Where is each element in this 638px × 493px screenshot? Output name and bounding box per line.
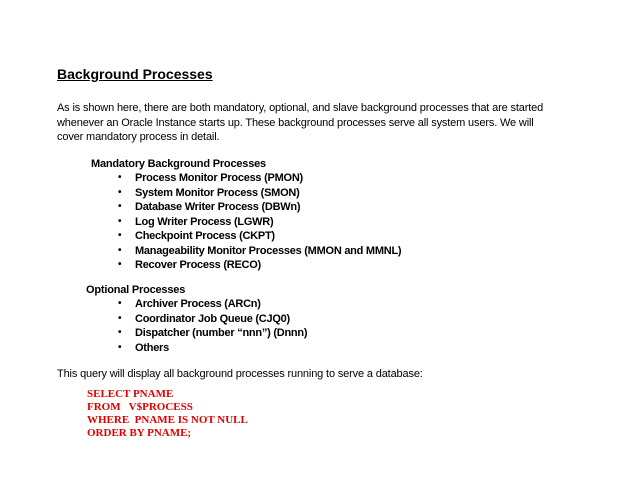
code-line: FROM V$PROCESS <box>87 400 193 413</box>
list-item <box>118 171 597 186</box>
document-page <box>57 66 597 440</box>
section-title: Background Processes <box>57 66 213 82</box>
bullet-icon: • <box>118 259 122 270</box>
list-item-label: System Monitor Process (SMON) <box>135 186 300 199</box>
bullet-icon: • <box>118 172 122 183</box>
list-item-label: Archiver Process (ARCn) <box>135 298 261 310</box>
list-item <box>118 200 597 215</box>
list-item-label: Database Writer Process (DBWn) <box>135 201 301 213</box>
list-item <box>118 341 597 356</box>
list-item-label: Process Monitor Process (PMON) <box>135 172 303 184</box>
list-item-label: Coordinator Job Queue (CJQ0) <box>135 312 290 325</box>
query-intro-text: This query will display all background processes running to serve a database: <box>57 368 423 380</box>
mandatory-processes-section <box>89 157 597 273</box>
mandatory-heading: Mandatory Background Processes <box>91 157 266 170</box>
bullet-icon: • <box>118 201 122 212</box>
list-item <box>118 229 597 244</box>
list-item <box>118 258 597 273</box>
list-item-label: Others <box>135 341 169 354</box>
list-item <box>118 297 597 312</box>
bullet-icon: • <box>118 341 122 353</box>
optional-heading: Optional Processes <box>86 283 186 296</box>
list-item <box>118 215 597 230</box>
list-item <box>118 186 597 201</box>
code-line: WHERE PNAME IS NOT NULL <box>87 413 248 426</box>
list-item <box>118 244 597 259</box>
bullet-icon: • <box>118 186 122 198</box>
bullet-icon: • <box>118 312 122 324</box>
optional-processes-section <box>86 283 597 356</box>
code-line: SELECT PNAME <box>87 387 174 400</box>
list-item-label: Log Writer Process (LGWR) <box>135 215 274 228</box>
sql-code-block <box>87 388 597 440</box>
list-item-label: Recover Process (RECO) <box>135 259 261 271</box>
list-item <box>118 312 597 327</box>
list-item-label: Checkpoint Process (CKPT) <box>135 230 275 242</box>
list-item <box>118 326 597 341</box>
bullet-icon: • <box>118 298 122 309</box>
intro-paragraph: As is shown here, there are both mandatory, optional, and slave background processes that are started whenever an Oracle Instance starts up. These background processes serve all system users. We will cover mandatory process in detail. <box>57 102 544 143</box>
code-line: ORDER BY PNAME; <box>87 426 192 439</box>
bullet-icon: • <box>118 230 122 241</box>
bullet-icon: • <box>118 215 122 227</box>
bullet-icon: • <box>118 244 122 256</box>
list-item-label: Manageability Monitor Processes (MMON and MMNL) <box>135 244 402 257</box>
mandatory-list <box>89 171 597 273</box>
optional-list <box>89 297 597 355</box>
bullet-icon: • <box>118 327 122 338</box>
list-item-label: Dispatcher (number “nnn”) (Dnnn) <box>135 327 308 339</box>
